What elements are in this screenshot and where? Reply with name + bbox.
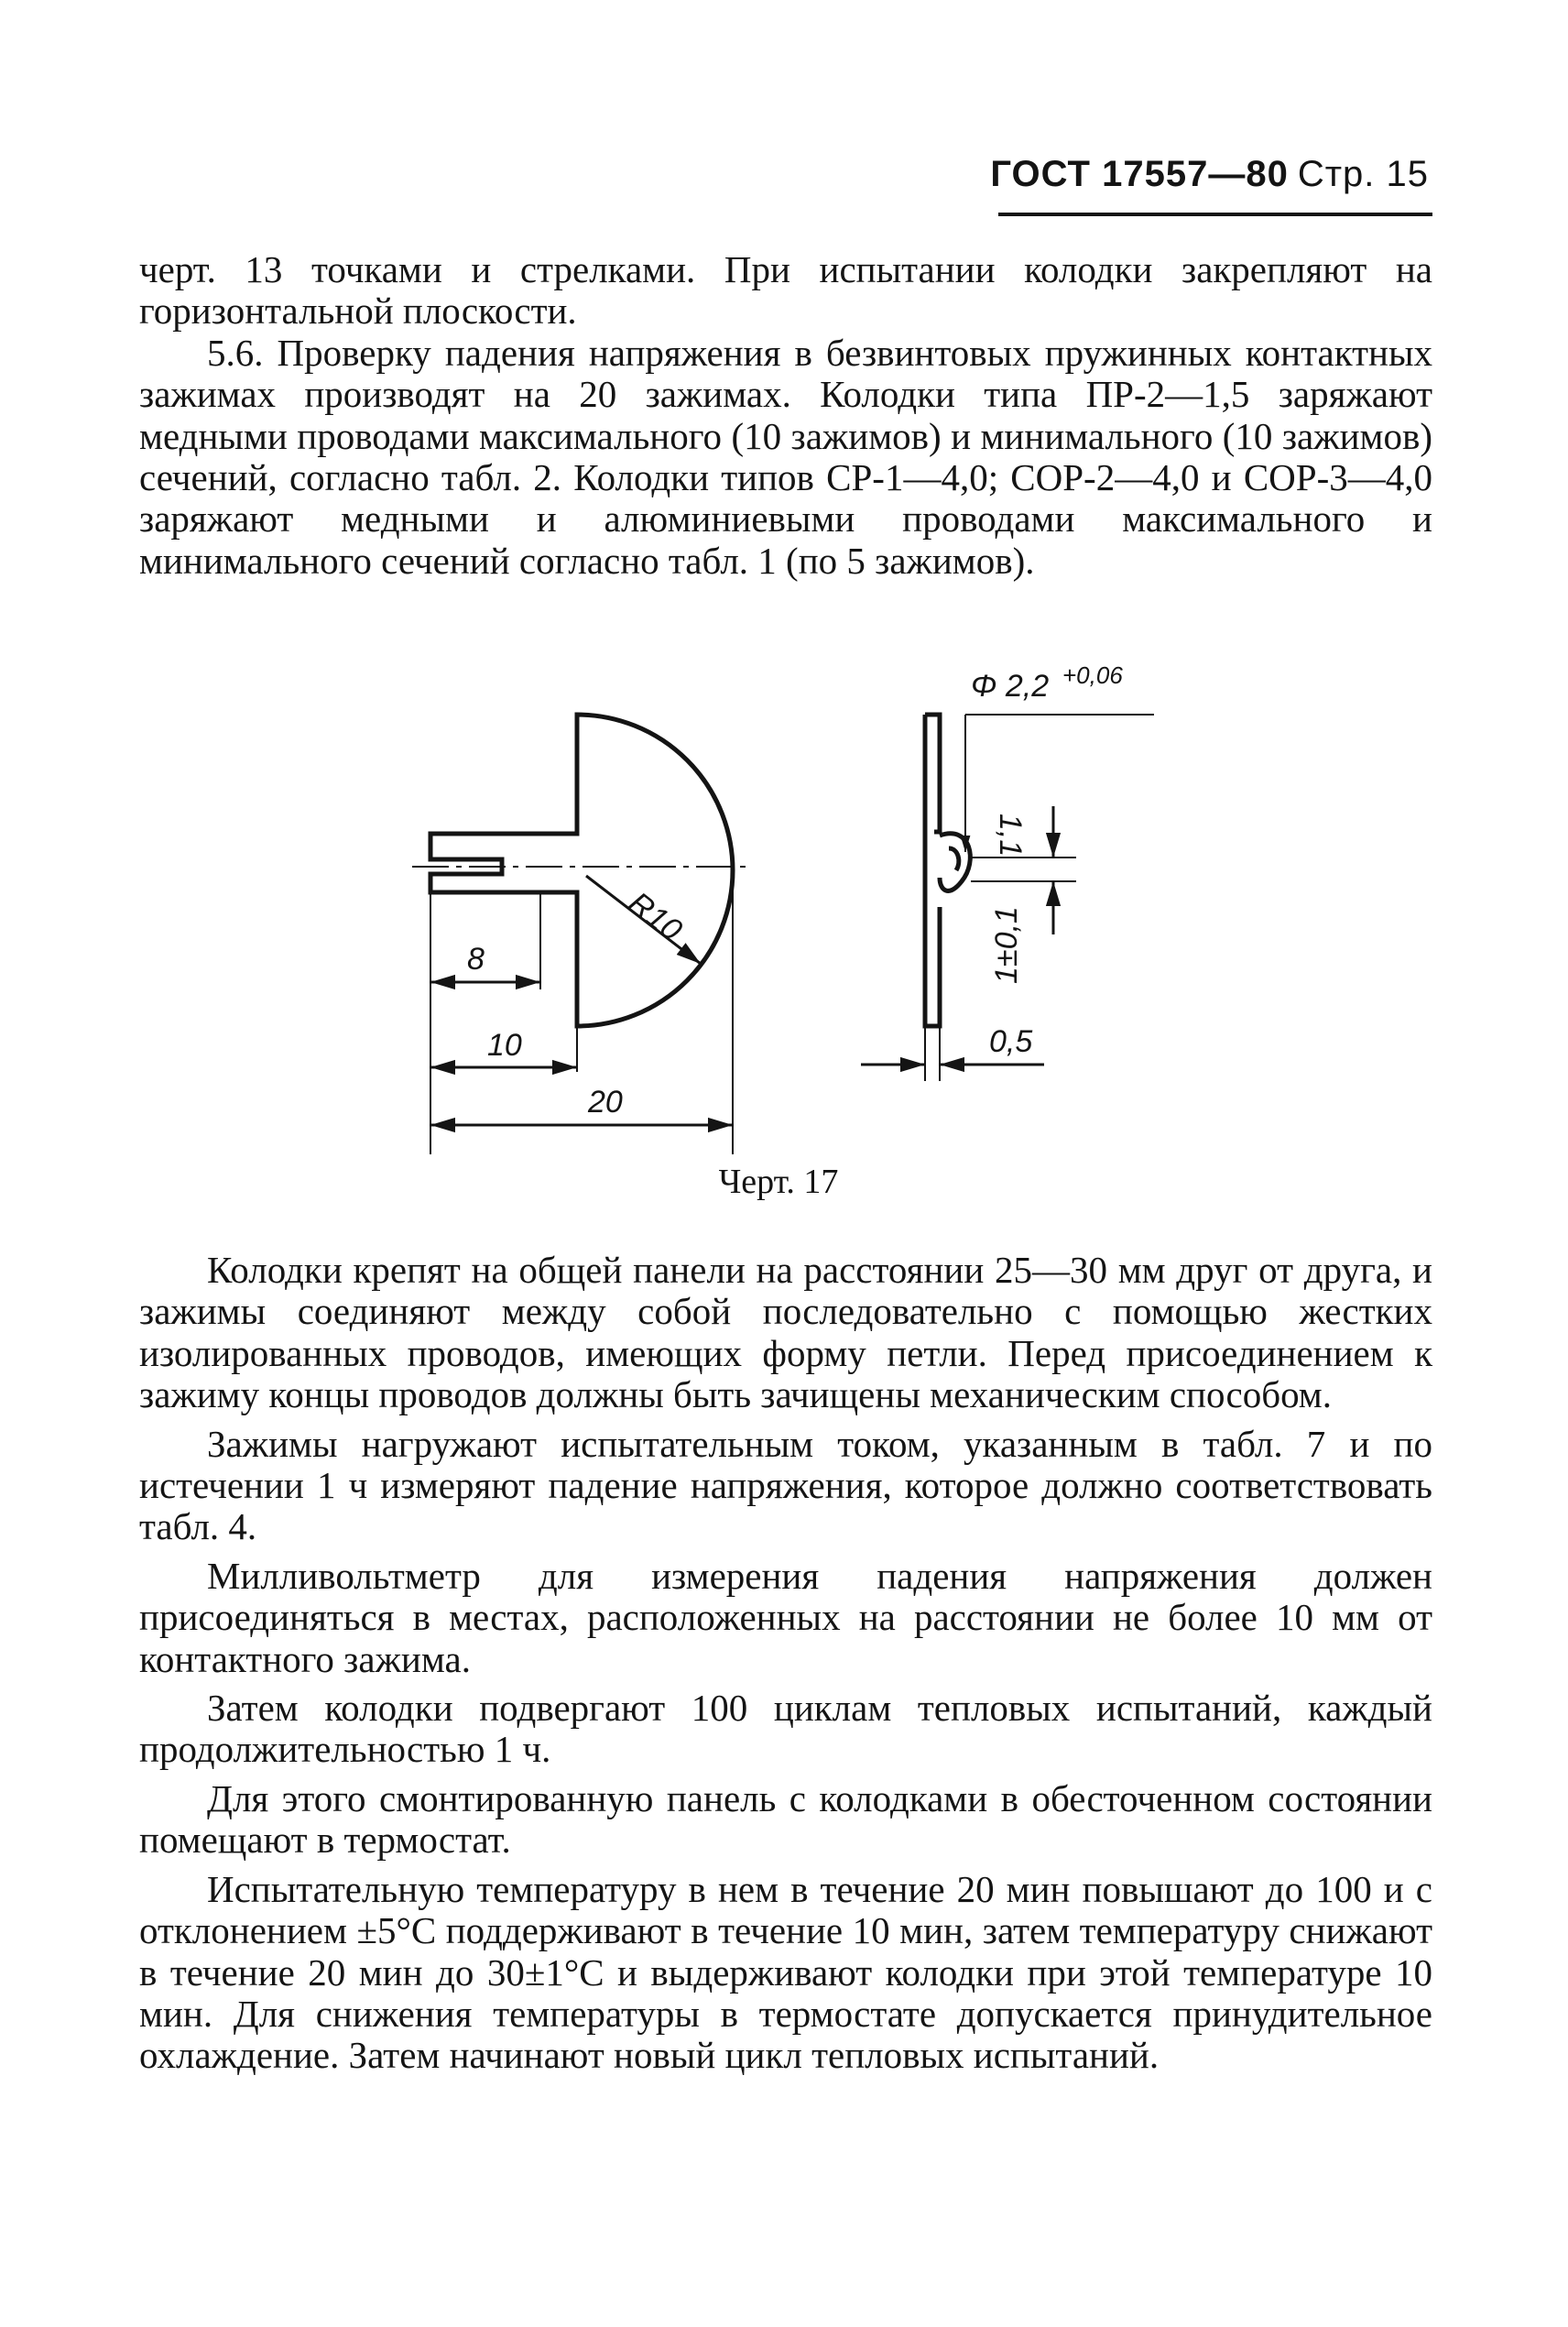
radius-label: R10 bbox=[622, 885, 689, 948]
dim-10-label: 10 bbox=[487, 1028, 522, 1063]
paragraph: Зажимы нагружают испытательным током, указанным в табл. 7 и по истечении 1 ч измеряют падение напряжения, которое должно соответствовать табл. 4. bbox=[139, 1422, 1432, 1548]
drawing-17 bbox=[0, 641, 1568, 1228]
paragraph: Для этого смонтированную панель с колодками в обесточенном состоянии помещают в термостат. bbox=[139, 1776, 1432, 1862]
paragraph: черт. 13 точками и стрелками. При испытании колодки закрепляют на горизонтальной плоскости. bbox=[139, 248, 1432, 333]
header-rule bbox=[998, 213, 1432, 216]
paragraph: Колодки крепят на общей панели на расстоянии 25—30 мм друг от друга, и зажимы соединяют между собой последовательно с помощью жестких изолированных проводов, имеющих форму петли. Перед присоединением к зажиму концы проводов должны быть зачищены механическим способом. bbox=[139, 1249, 1432, 1416]
dim-1-label: 1±0,1 bbox=[989, 906, 1024, 984]
phi-label: Φ 2,2 bbox=[971, 669, 1050, 704]
text-block-bottom bbox=[139, 1250, 1432, 2084]
paragraph: Милливольтметр для измерения падения напряжения должен присоединяться в местах, расположенных на расстоянии не более 10 мм от контактного зажима. bbox=[139, 1554, 1432, 1680]
phi-tolerance: +0,06 bbox=[1062, 661, 1123, 689]
paragraph: Испытательную температуру в нем в течение 20 мин повышают до 100 и с отклонением ±5°C поддерживают в течение 10 мин, затем температуру снижают в течение 20 мин до 30±1°C и выдерживают колодки при этой температуре 10 мин. Для снижения температуры в термостате допускается принудительное охлаждение. Затем начинают новый цикл тепловых испытаний. bbox=[139, 1867, 1432, 2077]
paragraph: Затем колодки подвергают 100 циклам тепловых испытаний, каждый продолжительностью 1 ч. bbox=[139, 1687, 1432, 1771]
dim-20-label: 20 bbox=[588, 1085, 623, 1120]
text-block-top bbox=[139, 249, 1432, 582]
page-header bbox=[916, 154, 1429, 195]
contact-plate-outline bbox=[430, 715, 733, 1026]
standard-number: ГОСТ 17557—80 bbox=[990, 154, 1289, 194]
contact-plate-side-view bbox=[925, 715, 970, 1026]
dim-1-1-label: 1,1 bbox=[993, 814, 1028, 858]
dim-0-5-label: 0,5 bbox=[989, 1024, 1033, 1059]
figure-caption: Черт. 17 bbox=[718, 1163, 839, 1201]
dim-8-label: 8 bbox=[467, 942, 485, 977]
page-number: Стр. 15 bbox=[1297, 154, 1429, 194]
paragraph-5-6: 5.6. Проверку падения напряжения в безвинтовых пружинных контактных зажимах производят на 20 зажимах. Колодки типа ПР-2—1,5 заряжают медными проводами максимального (10 зажимов) и минимального (10 зажимов) сечений, согласно табл. 2. Колодки типов СР-1—4,0; СОР-2—4,0 и СОР-3—4,0 заряжают медными и алюминиевыми проводами максимального и минимального сечений согласно табл. 1 (по 5 зажимов). bbox=[139, 331, 1432, 582]
technical-drawing bbox=[0, 641, 1568, 1228]
